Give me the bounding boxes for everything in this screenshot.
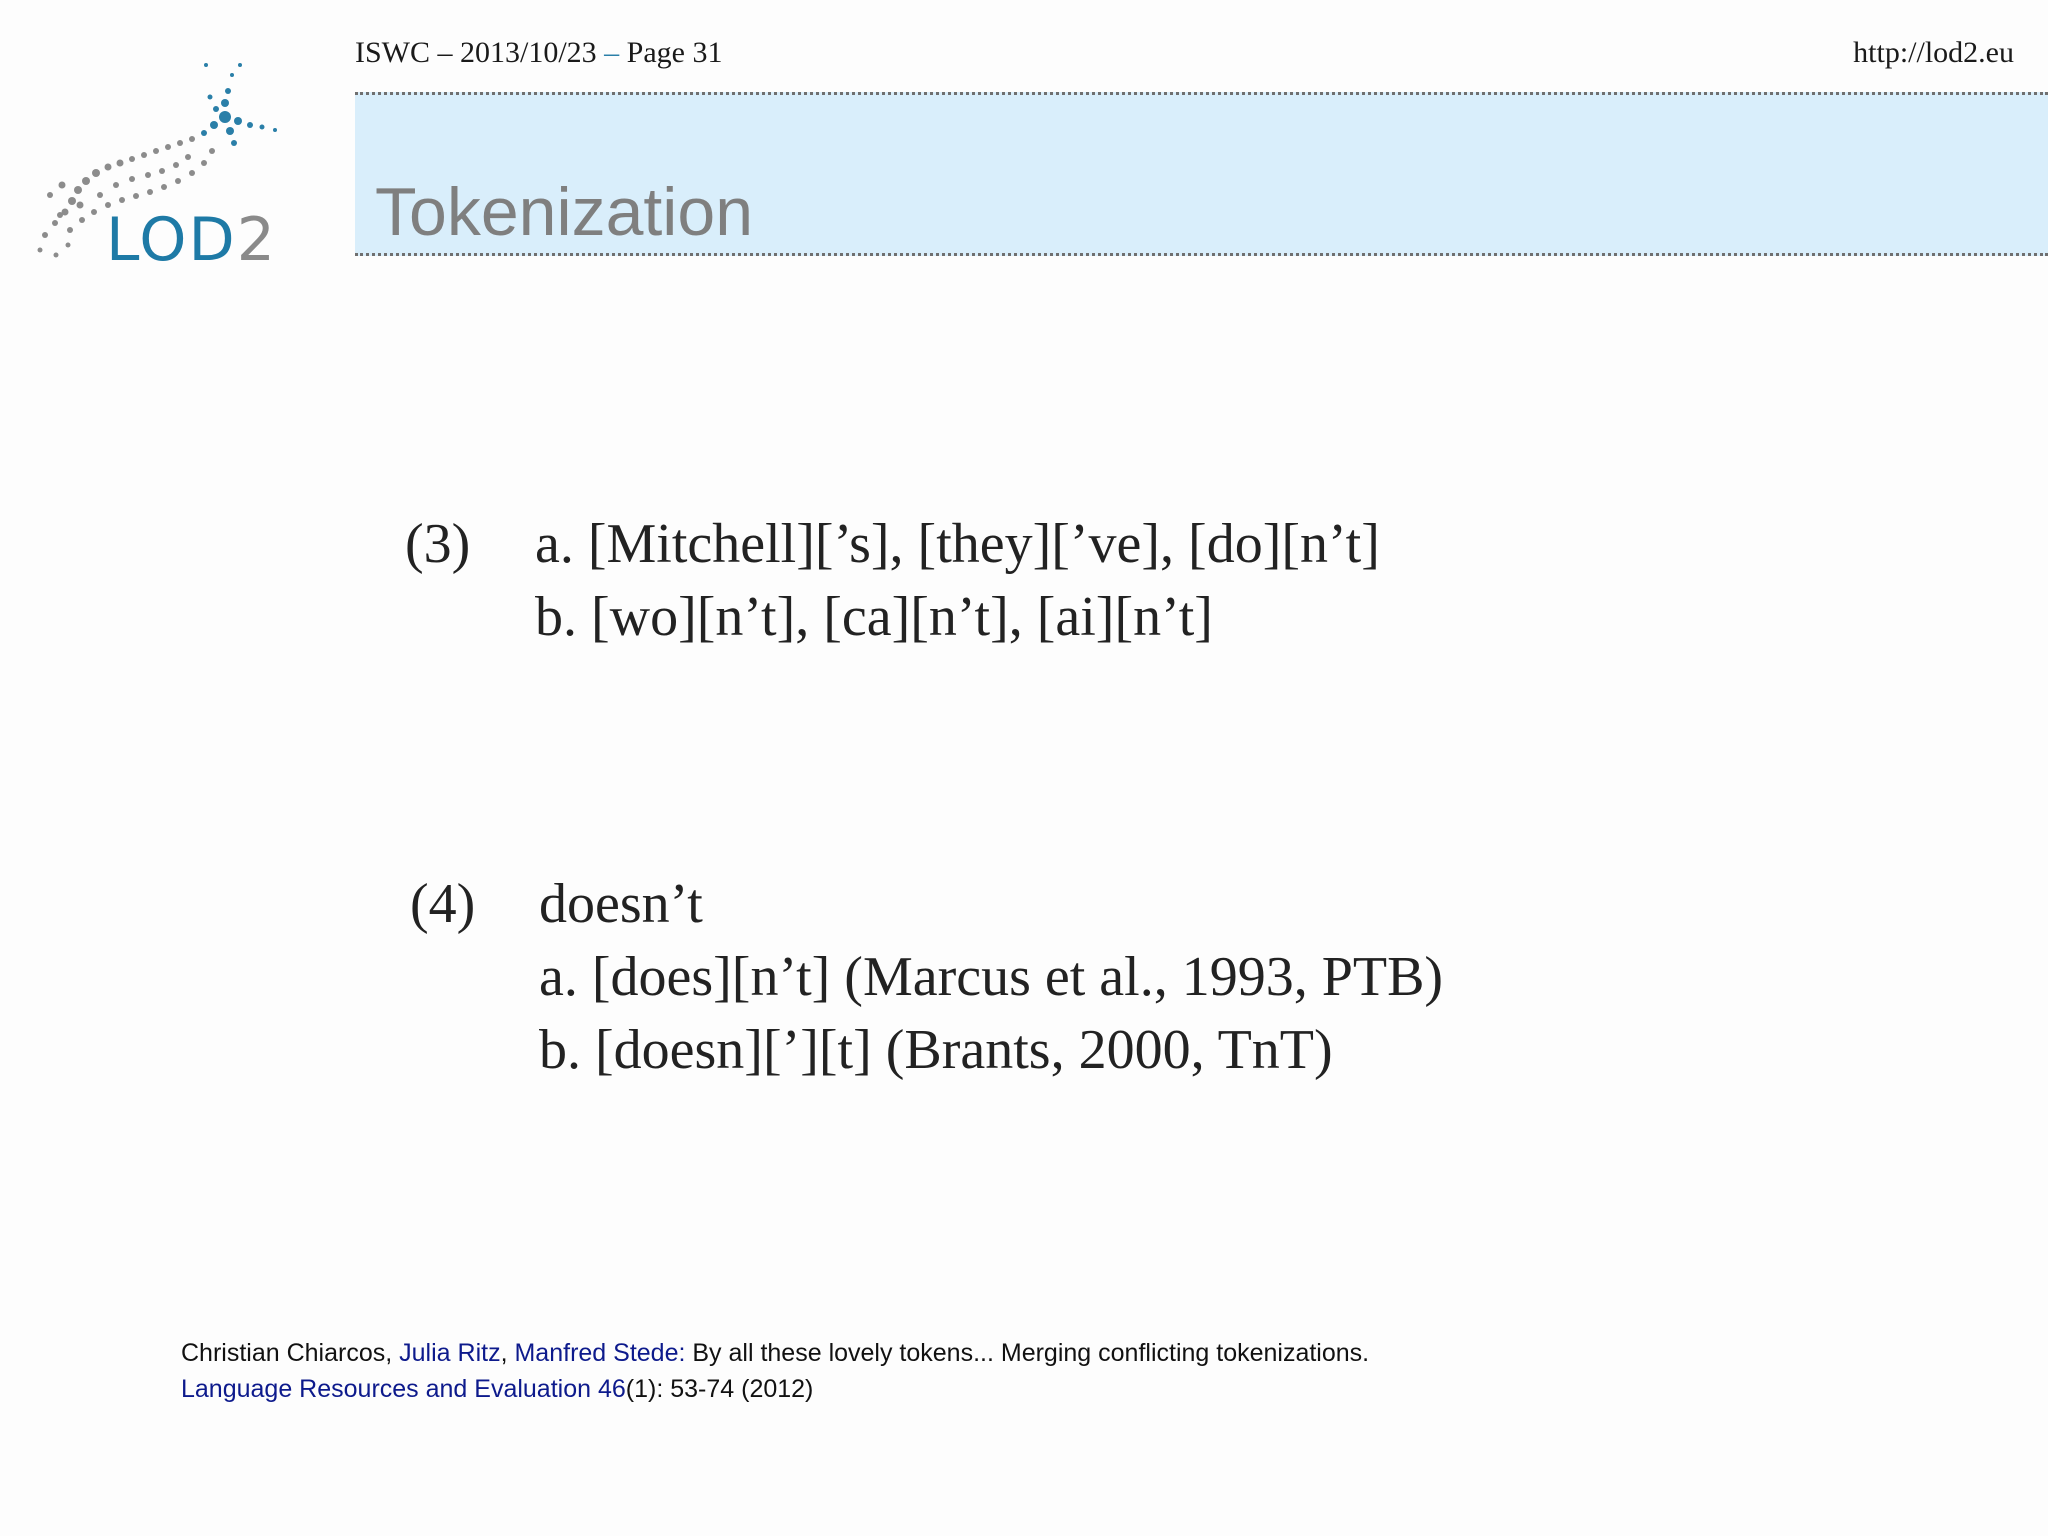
separator: – [430,36,460,69]
separator: , [385,1339,400,1367]
example-line: a. [Mitchell][’s], [they][’ve], [do][n’t] [535,513,1380,575]
author-link[interactable]: Julia Ritz [399,1339,501,1367]
slide-title: Tokenization [375,174,754,250]
title-band [355,92,2048,256]
example-3 [405,512,1605,662]
journal-link[interactable]: Language Resources and Evaluation 46 [181,1375,626,1403]
example-number: (3) [405,513,471,575]
example-line: b. [wo][n’t], [ca][n’t], [ai][n’t] [535,586,1213,648]
issue-info: (1): 53-74 (2012) [625,1375,814,1403]
logo-text: LOD2 [106,205,277,270]
paper-title: By all these lovely tokens... Merging conflicting tokenizations. [685,1339,1370,1367]
header-url: http://lod2.eu [1853,36,2014,69]
author-name: Christian Chiarcos [181,1339,386,1367]
example-number: (4) [410,873,476,935]
citation-line-2 [181,1371,1369,1407]
page-number: Page 31 [626,36,723,69]
citation-line-1 [181,1335,1369,1371]
example-line: b. [doesn][’][t] (Brants, 2000, TnT) [539,1019,1333,1081]
lod2-logo [20,55,330,270]
example-line: a. [does][n’t] (Marcus et al., 1993, PTB) [539,946,1444,1008]
separator: : [678,1339,686,1367]
citation [181,1335,1369,1407]
conference-label: ISWC [355,36,430,69]
separator: , [500,1339,515,1367]
separator: – [596,36,627,69]
author-link[interactable]: Manfred Stede [514,1339,679,1367]
logo-dots-blue [201,63,277,146]
example-line: doesn’t [539,873,703,935]
header-info [355,36,723,70]
example-4 [410,872,1610,1102]
date-label: 2013/10/23 [460,36,597,69]
